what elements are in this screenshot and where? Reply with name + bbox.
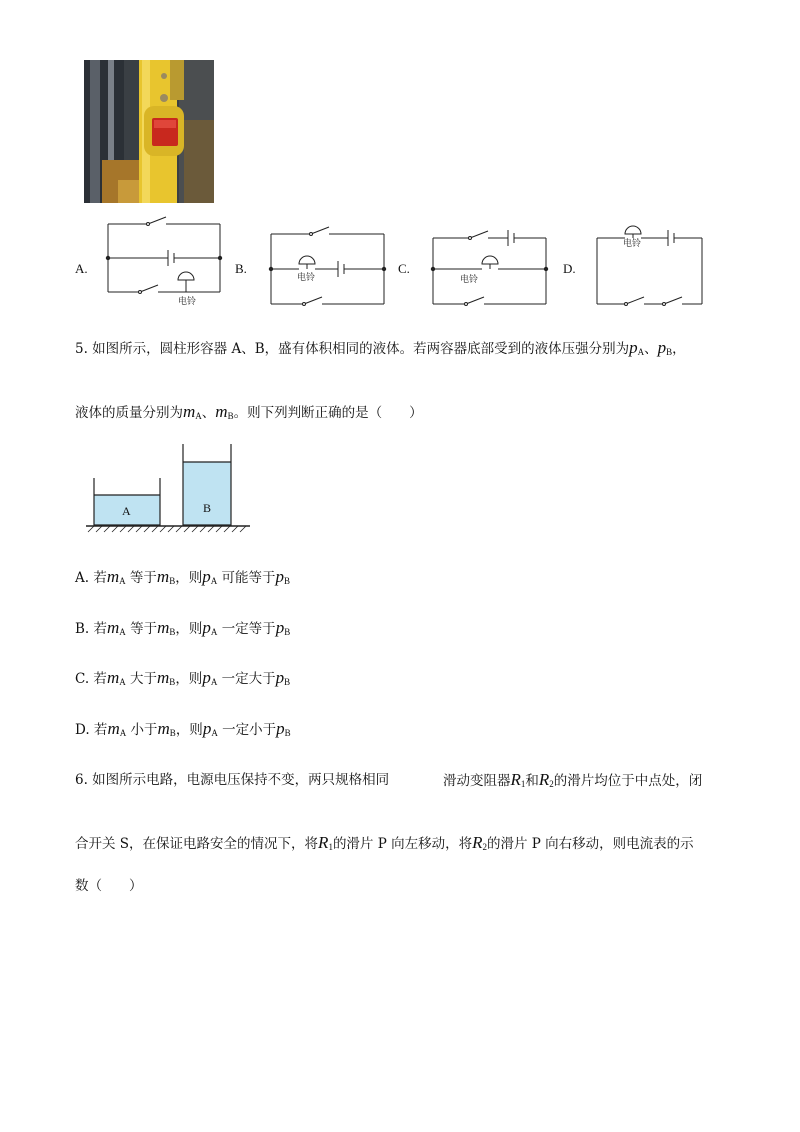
bell-label-a: 电铃	[178, 297, 197, 307]
containers-figure	[84, 440, 254, 535]
q5-option-b: B. 若$m_A$ 等于$m_B$，则$p_A$ 一定等于$p_B$	[75, 618, 291, 637]
q5-line-1: 5. 如图所示，圆柱形容器 A、B，盛有体积相同的液体。若两容器底部受到的液体压强分别为$p_A$、$p_B$，	[75, 338, 686, 357]
bell-label-c: 电铃	[460, 275, 479, 285]
q5-option-d: D. 若$m_A$ 小于$m_B$，则$p_A$ 一定小于$p_B$	[75, 719, 291, 738]
container-a-label: A	[122, 504, 131, 518]
m-var: m	[183, 402, 196, 421]
option-letter-b: B.	[235, 261, 247, 276]
bell-label-d: 电铃	[623, 239, 642, 249]
option-letter-d: D.	[563, 261, 576, 276]
option-letter-a: A.	[75, 261, 88, 276]
bus-button-photo	[84, 60, 214, 203]
q5-line-2: 液体的质量分别为$m_A$、$m_B$。则下列判断正确的是（ ）	[75, 402, 423, 421]
q6-line-1b: 滑动变阻器$R_1$和$R_2$的滑片均位于中点处，闭	[443, 770, 703, 789]
p-var: p	[629, 338, 638, 357]
bell-label-b: 电铃	[297, 273, 316, 283]
q5-option-a: A. 若$m_A$ 等于$m_B$，则$p_A$ 可能等于$p_B$	[75, 567, 291, 586]
q6-line-1: 6. 如图所示电路，电源电压保持不变，两只规格相同	[75, 772, 390, 788]
q5-stem: 5. 如图所示，圆柱形容器 A、B，盛有体积相同的液体。若两容器底部受到的液体压强分别为	[75, 341, 630, 357]
q6-line-2: 合开关 S，在保证电路安全的情况下，将$R_1$的滑片 P 向左移动，将$R_2$的滑片 P 向右移动，则电流表的示	[75, 833, 694, 852]
q5-option-c: C. 若$m_A$ 大于$m_B$，则$p_A$ 一定大于$p_B$	[75, 668, 291, 687]
q6-line-3: 数（ ）	[75, 878, 143, 894]
option-letter-c: C.	[398, 261, 410, 276]
container-b-label: B	[203, 501, 212, 515]
